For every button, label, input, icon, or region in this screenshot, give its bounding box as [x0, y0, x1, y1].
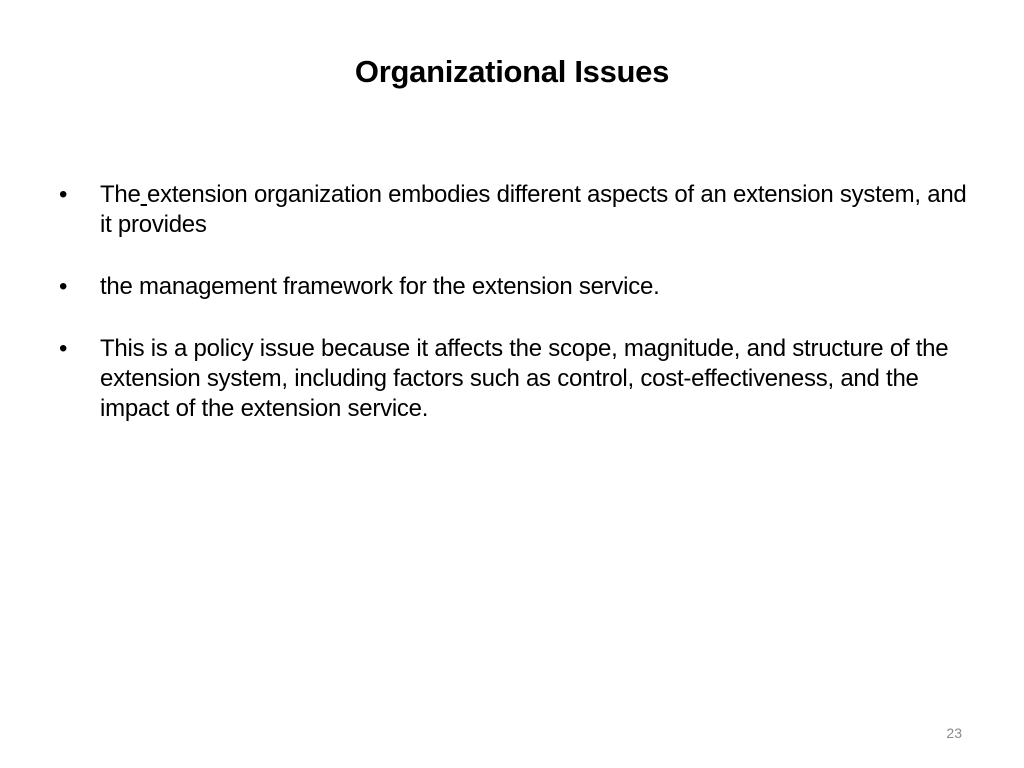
- bullet-marker: •: [59, 181, 68, 208]
- bullet-text: the management framework for the extension service.: [100, 273, 660, 300]
- bullet-marker: •: [59, 335, 68, 362]
- bullet-list: [59, 180, 969, 456]
- bullet-text: This is a policy issue because it affects the scope, magnitude, and structure of the extension system, including factors such as control, cost-effectiveness, and the impact of the extension service.: [100, 335, 949, 422]
- bullet-marker: •: [59, 273, 68, 300]
- slide-title: Organizational Issues: [354, 54, 670, 89]
- bullet-item-1: [59, 180, 969, 240]
- page-number: 23: [946, 725, 962, 741]
- bullet-text-start: The: [100, 181, 141, 208]
- bullet-item-2: [59, 272, 969, 302]
- bullet-text-rest: extension organization embodies different aspects of an extension system, and it provides: [100, 181, 967, 238]
- bullet-item-3: [59, 334, 969, 424]
- bullet-text: [100, 180, 969, 240]
